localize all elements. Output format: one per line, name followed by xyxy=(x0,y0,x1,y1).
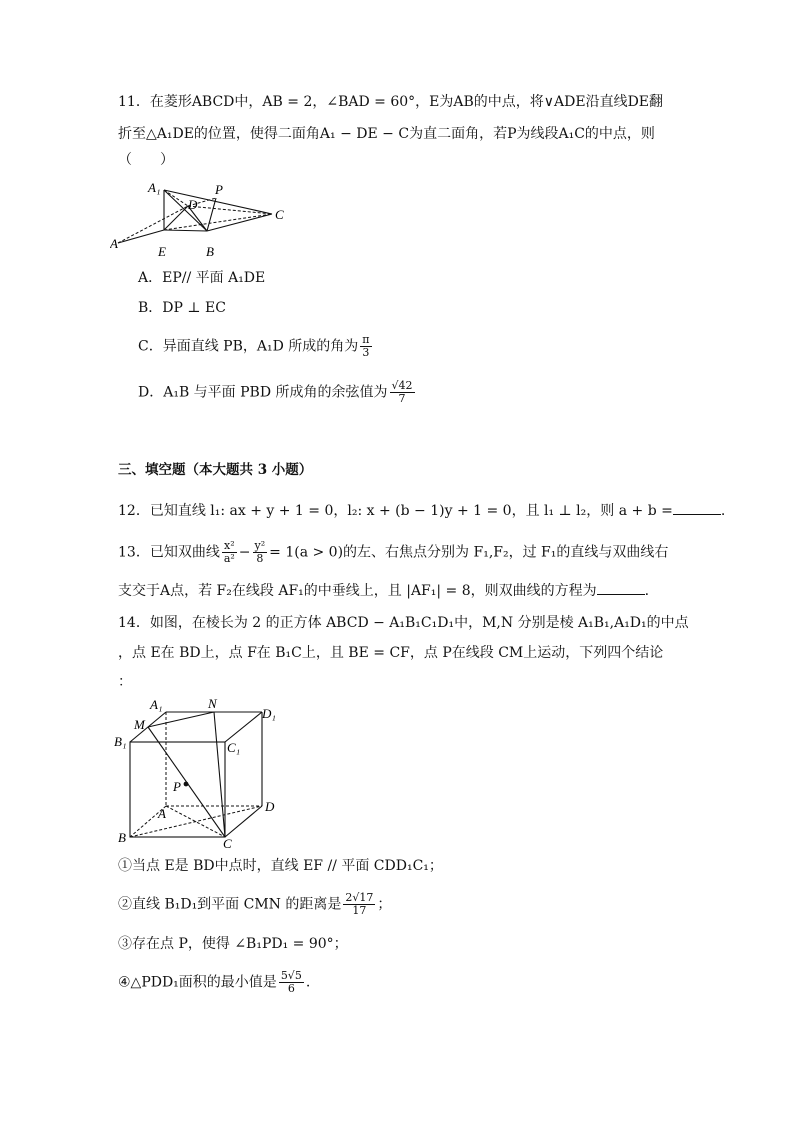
q14-s2-fraction xyxy=(343,892,375,917)
q11-option-d xyxy=(138,380,417,405)
q11-fig-label-c: C xyxy=(275,207,284,222)
q14-fig-label-d: D xyxy=(265,799,275,814)
q11-figure xyxy=(110,176,300,262)
q14-cube-figure xyxy=(110,694,290,850)
q14-line2: ，点 E在 BD上，点 F在 B₁C上，且 BE = CF，点 P在线段 CM上运动，下列四个结论 xyxy=(118,645,664,661)
q14-statement-4 xyxy=(118,970,310,995)
q13-line1 xyxy=(118,540,668,565)
q11-option-c xyxy=(138,334,374,359)
q14-fig-label-a1: A₁ xyxy=(150,697,163,712)
section-title-fill-in: 三、填空题（本大题共 3 小题） xyxy=(118,462,313,478)
q11-fig-label-a: A xyxy=(110,236,118,251)
q14-fig-label-a: A xyxy=(158,806,166,821)
q14-s4-end: . xyxy=(305,974,311,991)
q12-text: 12．已知直线 l₁: ax + y + 1 = 0，l₂: x + (b − 1)y + 1 = 0，且 l₁ ⊥ l₂，则 a + b = xyxy=(118,503,673,519)
q14-s4-fraction xyxy=(279,970,304,995)
q14-s4-text: ④△PDD₁面积的最小值是 xyxy=(118,974,277,991)
q11-fig-label-p: P xyxy=(215,182,223,197)
q11-option-d-num: √42 xyxy=(391,379,413,392)
q14-fig-label-c1: C₁ xyxy=(227,740,241,755)
q14-s2-den: 17 xyxy=(352,904,367,917)
q14-fig-label-d1: D₁ xyxy=(262,706,276,721)
q13-frac2 xyxy=(253,540,268,565)
q14-fig-label-b: B xyxy=(118,830,126,845)
q13-answer-blank[interactable] xyxy=(597,580,645,595)
q11-fig-label-d: D xyxy=(188,197,198,212)
q13-end: . xyxy=(644,583,650,599)
q13-frac2-num: y² xyxy=(254,539,266,552)
q11-line2: 折至△A₁DE的位置，使得二面角A₁ − DE − C为直二面角，若P为线段A₁C的中点，则 xyxy=(118,126,655,142)
q14-statement-3: ③存在点 P，使得 ∠B₁PD₁ = 90°； xyxy=(118,936,348,952)
q14-fig-label-m: M xyxy=(134,717,145,732)
q11-fig-label-e: E xyxy=(158,244,166,259)
q14-line1: 14．如图，在棱长为 2 的正方体 ABCD − A₁B₁C₁D₁中，M,N 分别是棱 A₁B₁,A₁D₁的中点 xyxy=(118,615,689,631)
q14-s4-den: 6 xyxy=(287,982,295,995)
q11-option-c-den: 3 xyxy=(362,346,370,359)
q11-option-c-text: C．异面直线 PB，A₁D 所成的角为 xyxy=(138,338,359,355)
q13-frac2-den: 8 xyxy=(256,552,264,565)
q14-point-p-dot xyxy=(184,782,189,787)
q11-option-c-num: π xyxy=(362,333,370,346)
q11-option-d-fraction xyxy=(390,380,415,405)
q13-minus: − xyxy=(238,544,251,561)
q14-line3: ： xyxy=(118,674,132,690)
q13-frac1-num: x² xyxy=(222,540,237,553)
q11-line1: 11．在菱形ABCD中，AB = 2，∠BAD = 60°，E为AB的中点，将∨ADE沿直线DE翻 xyxy=(118,94,664,110)
q14-statement-2 xyxy=(118,892,391,917)
q11-line3: （ ） xyxy=(118,152,174,168)
q12-line xyxy=(118,500,725,521)
q11-fig-label-b: B xyxy=(206,244,214,259)
q11-option-b: B．DP ⊥ EC xyxy=(138,300,226,316)
q13-pre: 13．已知双曲线 xyxy=(118,544,220,561)
q13-frac1-den: a² xyxy=(223,552,235,565)
q14-s2-num: 2√17 xyxy=(345,891,374,904)
q14-statement-1: ①当点 E是 BD中点时，直线 EF // 平面 CDD₁C₁； xyxy=(118,858,443,874)
q13-frac1 xyxy=(222,540,237,565)
q14-fig-label-b1: B₁ xyxy=(114,734,127,749)
q12-end: . xyxy=(720,503,726,519)
q11-option-d-den: 7 xyxy=(398,392,406,405)
q13-line2-text: 支交于A点，若 F₂在线段 AF₁的中垂线上，且 |AF₁| = 8，则双曲线的方程为 xyxy=(118,583,597,599)
q14-fig-label-c: C xyxy=(223,836,232,850)
q14-s2-end: ； xyxy=(377,896,392,913)
q11-option-c-fraction xyxy=(360,334,371,359)
q13-line2 xyxy=(118,580,649,601)
q13-post: = 1(a > 0)的左、右焦点分别为 F₁,F₂，过 F₁的直线与双曲线右 xyxy=(269,544,669,561)
q14-fig-label-p: P xyxy=(173,779,181,794)
q14-s4-num: 5√5 xyxy=(280,969,302,982)
q11-fig-label-a1: A₁ xyxy=(148,180,161,195)
q14-s2-text: ②直线 B₁D₁到平面 CMN 的距离是 xyxy=(118,896,342,913)
q14-fig-label-n: N xyxy=(208,696,217,711)
q12-answer-blank[interactable] xyxy=(673,500,721,515)
q11-option-a: A．EP// 平面 A₁DE xyxy=(138,270,266,286)
q11-option-d-text: D．A₁B 与平面 PBD 所成角的余弦值为 xyxy=(138,384,388,401)
